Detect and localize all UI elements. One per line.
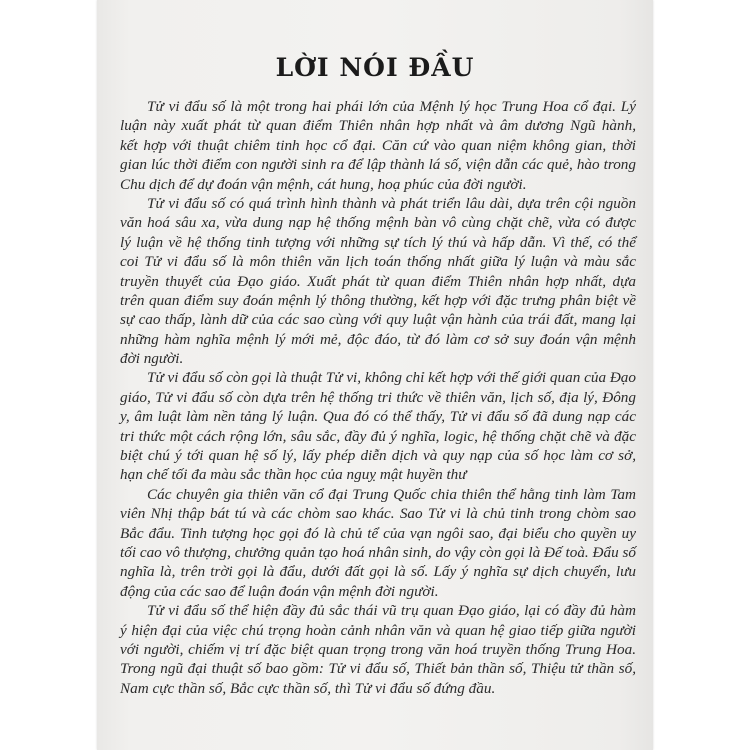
text-line: Tử vi đẩu số còn gọi là thuật Tử vi, không chỉ kết hợp với thế giới quan của Đạo [147, 369, 636, 387]
paragraph [120, 485, 636, 601]
text-line: những hàm nghĩa mệnh lý mới mẻ, độc đáo, từ đó làm cơ sở suy đoán vận mệnh [120, 330, 636, 348]
paragraph [120, 368, 636, 484]
text-line: Tử vi đẩu số thể hiện đầy đủ sắc thái vũ trụ quan Đạo giáo, lại có đầy đủ hàm [147, 602, 636, 620]
text-line: động của các sao để luận đoán vận mệnh đời người. [120, 582, 439, 600]
text-line: Trong ngũ đại thuật số bao gồm: Tử vi đẩu số, Thiết bản thần số, Thiệu tử thần số, [120, 660, 636, 678]
text-line: lý luận về hệ thống tinh tượng với những sự tích lý thú và hấp dẫn. Vì thế, có thể [120, 233, 636, 251]
text-line: Bắc đẩu. Tinh tượng học gọi đó là chủ tể của vạn ngôi sao, đại biểu cho quyền uy [120, 524, 636, 542]
paragraph [120, 601, 636, 698]
text-line: với người, chiếm vị trí đặc biệt quan trọng trong văn hoá truyền thống Trung Hoa. [120, 640, 636, 658]
text-line: Chu dịch để dự đoán vận mệnh, cát hung, hoạ phúc của đời người. [120, 175, 527, 193]
text-line: trên quan điểm suy đoán mệnh lý thông thường, kết hợp với đặc trưng phân biệt về [120, 291, 636, 309]
text-line: Các chuyên gia thiên văn cổ đại Trung Quốc chia thiên thể hằng tinh làm Tam [147, 485, 636, 503]
text-line: gian lúc thời điểm con người sinh ra để lập thành lá số, viện dẫn các quẻ, hào trong [120, 156, 636, 174]
text-line: nghĩa là, trên trời gọi là đẩu, dưới đất gọi là số. Lấy ý nghĩa sự dịch chuyển, lưu [120, 563, 636, 581]
text-line: Tử vi đẩu số có quá trình hình thành và phát triển lâu dài, dựa trên cội nguồn [147, 194, 636, 212]
paragraph [120, 97, 636, 194]
text-line: đời người. [120, 350, 184, 368]
page-title: LỜI NÓI ĐẦU [275, 53, 475, 82]
text-line: luận này xuất phát từ quan điểm Thiên nhân hợp nhất và âm dương Ngũ hành, [120, 117, 636, 135]
text-line: ý hiện đại của việc chú trọng hoàn cảnh nhân văn và quan hệ giao tiếp giữa người [120, 621, 636, 639]
text-line: truyền thuyết của Đạo giáo. Xuất phát từ quan điểm Thiên nhân hợp nhất, dựa [120, 272, 636, 290]
text-line: kết hợp với thuật chiêm tinh học cổ đại. Căn cứ vào quan niệm không gian, thời [120, 136, 636, 154]
text-line: y, âm luật làm nền tảng lý luận. Qua đó có thể thấy, Tử vi đẩu số đã dung nạp các [120, 408, 636, 426]
text-line: coi Tử vi đẩu số là môn thiên văn lịch toán thống nhất giữa lý luận và màu sắc [120, 253, 636, 271]
text-line: tối cao vô thượng, chưởng quản tạo hoá nhân sinh, do vậy còn gọi là Đế toà. Đẩu số [120, 543, 636, 561]
text-line: giáo, Tử vi đẩu số còn dựa trên hệ thống tri thức về thiên văn, lịch số, địa lý, Đông [120, 388, 636, 406]
body-text [120, 97, 636, 698]
text-line: Tử vi đẩu số là một trong hai phái lớn của Mệnh lý học Trung Hoa cổ đại. Lý [147, 98, 636, 115]
text-line: viên Nhị thập bát tú và các chòm sao khác. Sao Tử vi là chủ tinh trong chòm sao [120, 505, 636, 523]
text-line: sự cao thấp, lành dữ của các sao cùng với quy luật vận hành của trái đất, mang lại [120, 311, 636, 329]
paragraph [120, 194, 636, 369]
text-line: hạn chế tối đa màu sắc thần học của nguỵ mật huyền thư [120, 466, 467, 484]
text-line: văn hoá sâu xa, vừa dung nạp hệ thống mệnh bàn vô cùng chặt chẽ, vừa có được [120, 214, 636, 232]
text-line: tri thức một cách rộng lớn, sâu sắc, đầy đủ ý nghĩa, logic, hệ thống chặt chẽ và đặc [120, 427, 636, 445]
text-line: biệt chú ý tới quan hệ số lý, lấy phép diễn dịch và quy nạp của số học làm cơ sở, [120, 447, 636, 465]
text-line: Nam cực thần số, Bắc cực thần số, thì Tử vi đẩu số đứng đầu. [120, 679, 496, 697]
